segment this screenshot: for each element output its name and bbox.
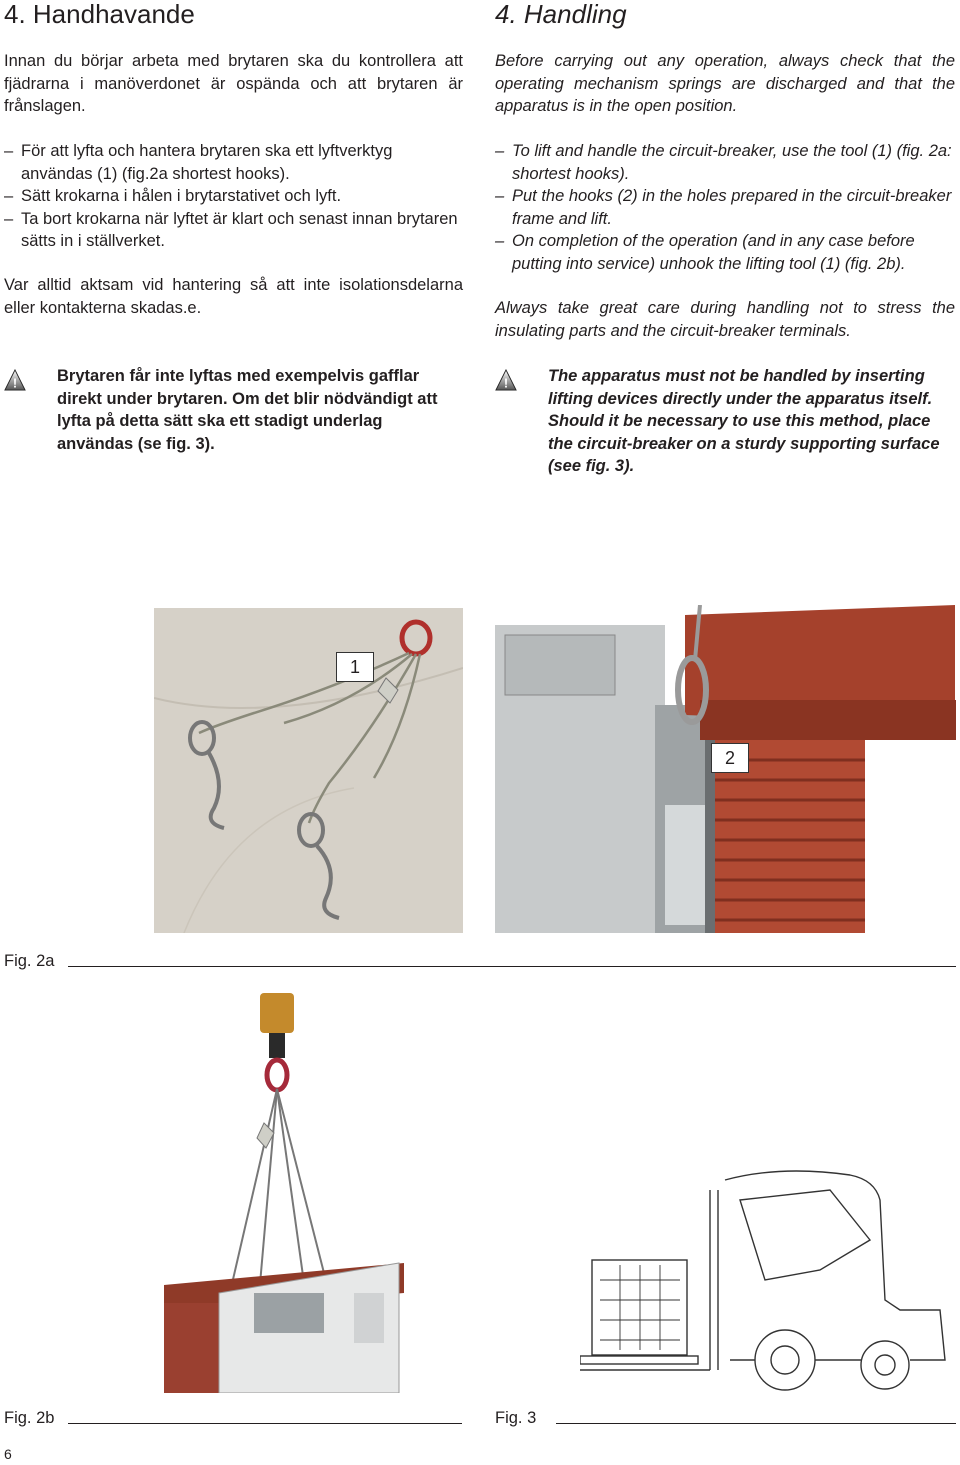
list-item: – To lift and handle the circuit-breaker, use the tool (1) (fig. 2a: shortest hooks).: [495, 142, 952, 183]
list-item: – On completion of the operation (and in any case before putting into service) unhook the lifting tool (1) (fig. 2b).: [495, 232, 915, 273]
svg-text:!: !: [503, 375, 509, 391]
warning-text-sv: Brytaren får inte lyftas med exempelvis gafflar direkt under brytaren. Om det blir nödvändigt att lyfta på detta sätt ska ett stadigt underlag användas (se fig. 3).: [57, 367, 438, 453]
list-item: – Sätt krokarna i hålen i brytarstativet och lyft.: [4, 187, 342, 205]
care-note-en: Always take great care during handling not to stress the insulating parts and the circuit-breaker terminals.: [495, 299, 955, 340]
svg-text:!: !: [12, 375, 18, 391]
heading-en: 4. Handling: [495, 0, 627, 29]
list-item: – Put the hooks (2) in the holes prepared in the circuit-breaker frame and lift.: [495, 187, 952, 228]
list-sv: [4, 140, 463, 253]
warning-triangle-icon: [495, 369, 517, 391]
fig3-drawing: [580, 1160, 960, 1400]
care-note-sv: Var alltid aktsam vid hantering så att inte isolationsdelarna eller kontakterna skadas.e.: [4, 276, 463, 317]
intro-en: Before carrying out any operation, always check that the operating mechanism springs are discharged and that the apparatus is in the open position.: [495, 52, 955, 115]
page-number: 6: [4, 1446, 12, 1462]
fig2a-caption: Fig. 2a: [4, 952, 55, 970]
list-item: – Ta bort krokarna när lyftet är klart och senast innan brytaren sätts in i ställverket.: [4, 209, 458, 250]
heading-sv: 4. Handhavande: [4, 0, 195, 29]
fig2b-rule: [68, 1423, 462, 1424]
crane-lift-image: [154, 993, 463, 1393]
fig2b-photo: [154, 993, 463, 1393]
warning-triangle-icon: [4, 369, 26, 391]
forklift-drawing: [580, 1160, 960, 1400]
fig3-rule: [556, 1423, 956, 1424]
callout-2-label: 2: [711, 743, 749, 773]
intro-sv: Innan du börjar arbeta med brytaren ska du kontrollera att fjädrarna i manöverdonet är ospända och att brytaren är frånslagen.: [4, 52, 463, 115]
fig2a-rule: [68, 966, 956, 967]
fig2a-detail-photo: [495, 605, 956, 933]
callout-1-label: 1: [336, 652, 374, 682]
warning-text-en: The apparatus must not be handled by inserting lifting devices directly under the apparatus itself. Should it be necessary to use this method, place the circuit-breaker on a sturdy supporting surface (see fig. 3).: [548, 367, 940, 475]
fig2a-photo: [154, 608, 463, 933]
list-en: [495, 140, 955, 275]
lifting-tool-image: [154, 608, 463, 933]
fig3-caption: Fig. 3: [495, 1409, 537, 1427]
list-item: – För att lyfta och hantera brytaren ska ett lyftverktyg användas (1) (fig.2a shortest hooks).: [4, 142, 393, 183]
fig2b-caption: Fig. 2b: [4, 1409, 55, 1427]
